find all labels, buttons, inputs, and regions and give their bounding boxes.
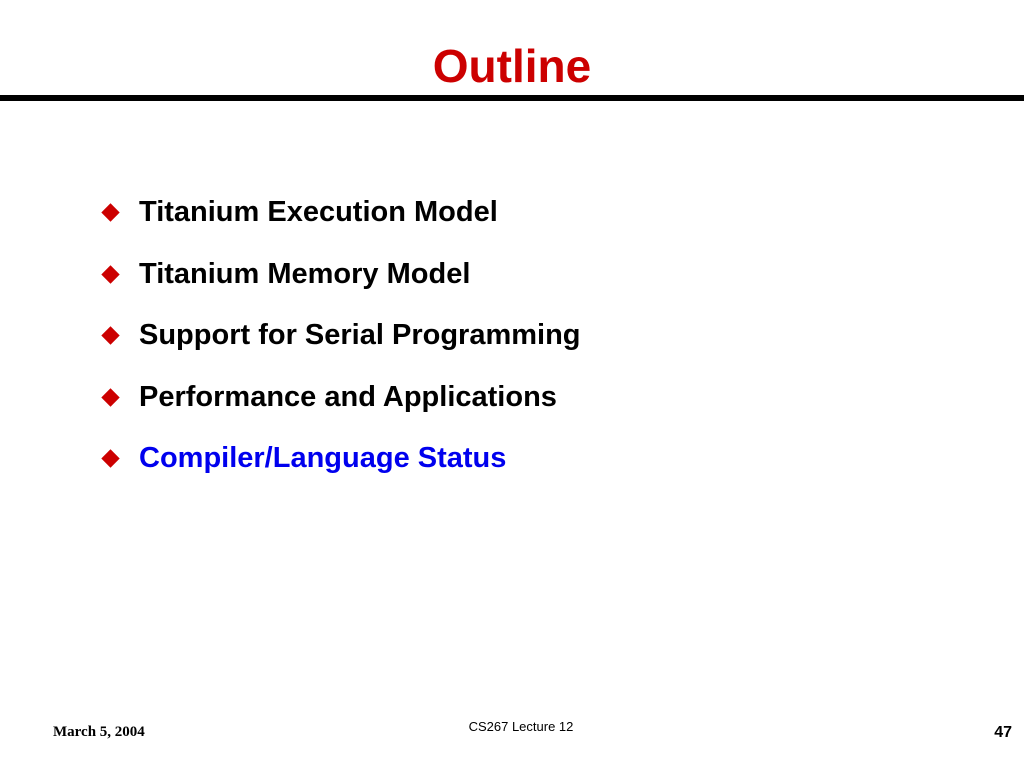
outline-item-text: Titanium Execution Model [139,196,498,229]
outline-item-text: Titanium Memory Model [139,257,471,290]
outline-item-execution-model [96,182,581,244]
footer-date: March 5, 2004 [53,724,145,740]
title-divider [0,95,1024,101]
outline-list [96,182,581,490]
outline-item-serial-programming [96,305,581,367]
outline-item-text: Support for Serial Programming [139,319,581,352]
slide-title: Outline [432,40,592,92]
diamond-bullet-icon [101,327,119,345]
diamond-bullet-icon [101,388,119,406]
footer-page-number: 47 [994,724,1012,741]
diamond-bullet-icon [101,450,119,468]
diamond-bullet-icon [101,265,119,283]
outline-item-performance [96,367,581,429]
diamond-bullet-icon [101,204,119,222]
outline-item-text-current: Compiler/Language Status [139,442,507,475]
outline-item-compiler-status [96,428,581,490]
outline-item-text: Performance and Applications [139,380,557,413]
footer-course-label: CS267 Lecture 12 [468,719,574,734]
outline-item-memory-model [96,244,581,306]
